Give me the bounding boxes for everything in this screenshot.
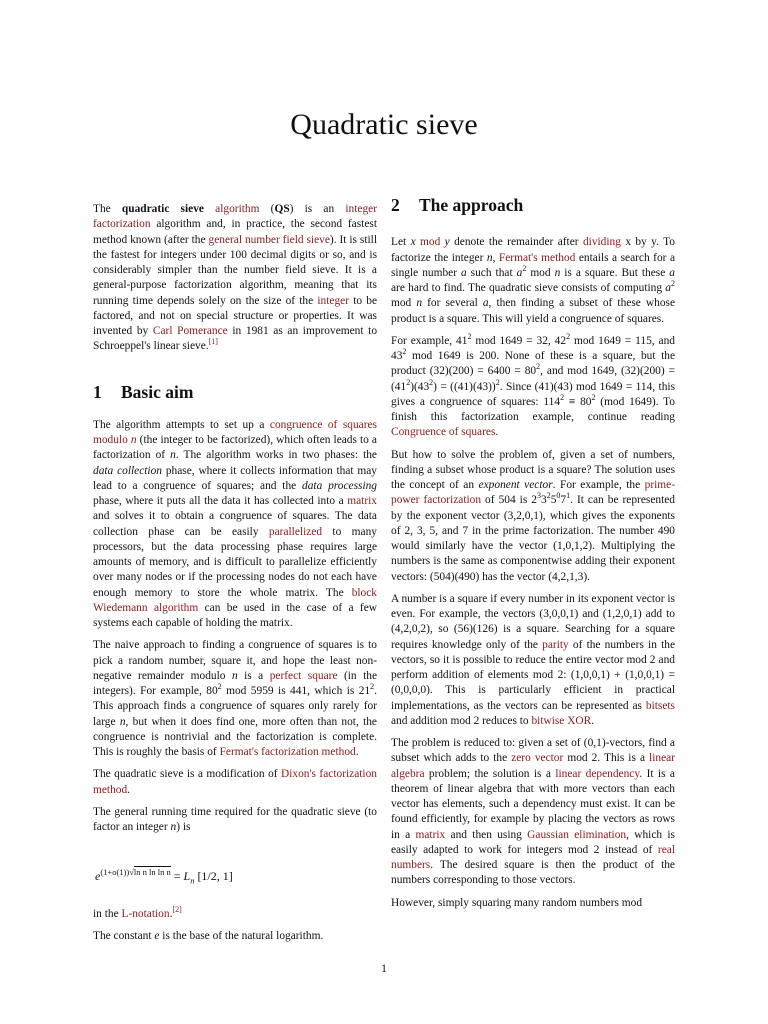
section-number: 1: [93, 381, 102, 402]
text: . The desired square is then the product of the numbers corresponding to those vectors.: [391, 859, 675, 887]
link-general-number-field-sieve[interactable]: general number field sieve: [208, 233, 330, 246]
text: The naive approach to finding a congruence of squares is to pick a random number, square it, and hope the least non-negative remainder modulo: [93, 639, 377, 682]
approach-paragraph-6: [391, 896, 675, 911]
text: in the: [93, 907, 122, 920]
text: 7: [560, 494, 567, 507]
formula-subscript: n: [190, 875, 195, 886]
formula-base: e: [95, 869, 101, 884]
text: . For example, the: [552, 479, 645, 491]
citation-2[interactable]: [2]: [172, 904, 182, 914]
link-block-wiedemann[interactable]: block Wiedemann algorithm: [93, 586, 377, 614]
link-fermats-method[interactable]: Fermat's method: [498, 251, 576, 264]
math-var: n: [554, 266, 561, 279]
text: .: [169, 907, 173, 920]
text: 5: [550, 494, 557, 507]
exponent: 2: [591, 392, 596, 402]
exponent: 2: [467, 331, 472, 341]
text: The problem is reduced to: given a set of (0,1)-vectors, find a subset which adds to the: [391, 737, 675, 765]
text: to many processors, but the data processing phase requires large amounts of memory, and is difficult to parallelize efficiently over many nodes or if the processing nodes do not each have enough memory to store the whole matrix. The: [93, 525, 377, 599]
term-bold: QS: [274, 203, 290, 215]
link-mod[interactable]: mod: [420, 236, 441, 249]
term-italic: data collection: [93, 464, 162, 477]
l-notation-paragraph: [93, 904, 377, 922]
link-linear-dependency[interactable]: linear dependency: [555, 767, 640, 780]
link-parallelized[interactable]: parallelized: [268, 525, 323, 538]
text: The: [93, 203, 122, 215]
link-integer-factorization[interactable]: integer factorization: [93, 203, 377, 231]
intro-paragraph: [93, 202, 377, 355]
link-bitsets[interactable]: bitsets: [645, 699, 675, 712]
text: . Since (41)(43) mod 1649 = 114, this gives a congruence of squares: 114: [391, 380, 676, 408]
text: for several: [422, 297, 483, 310]
constant-e-paragraph: [93, 929, 377, 944]
link-matrix[interactable]: matrix: [347, 495, 377, 507]
link-carl-pomerance[interactable]: Carl Pomerance: [152, 325, 228, 337]
approach-paragraph-4: [391, 592, 675, 729]
text: mod: [391, 297, 417, 310]
link-matrix-2[interactable]: matrix: [415, 828, 446, 841]
math-var: n: [231, 669, 238, 682]
text: .: [591, 714, 595, 727]
exponent: 2: [370, 682, 375, 691]
text: .: [127, 783, 131, 796]
link-algorithm[interactable]: algorithm: [215, 203, 260, 215]
basic-aim-paragraph-2: [93, 638, 377, 760]
math-var: a: [669, 266, 675, 279]
math-var: n: [170, 821, 177, 833]
text: phase, where it puts all the data it has collected into a: [93, 495, 348, 507]
text: is the base of the natural logarithm.: [159, 930, 324, 943]
text: are hard to find. The quadratic sieve consists of computing: [391, 282, 666, 294]
text: ,: [492, 251, 499, 264]
text: 3: [540, 494, 547, 507]
text: . It can be represented by the exponent vector (3,2,0,1), which gives the exponents of 2, 3, 5, and 7 in the prime factorization. The number 490 would similarly have the vector (1,0,1,2). Multiplying the numbers is the same as componentwise adding their exponent vectors: (504)(490) has the vector (4,2,1,3).: [391, 494, 676, 583]
text: The constant: [93, 930, 155, 943]
math-var: y: [444, 236, 450, 249]
math-var: a: [482, 297, 489, 310]
text: )(43: [410, 380, 430, 393]
text: . The algorithm works in two phases: the: [175, 449, 377, 462]
text: and then using: [445, 828, 528, 841]
exponent: 3: [536, 491, 541, 501]
text: and addition mod 2 reduces to: [391, 714, 532, 727]
link-linear-algebra[interactable]: linear algebra: [391, 752, 675, 780]
text: . This approach finds a congruence of squares only rarely for large: [93, 685, 377, 728]
link-perfect-square[interactable]: perfect square: [269, 669, 338, 682]
section-heading-the-approach: [391, 195, 675, 215]
section-title: The approach: [419, 195, 524, 215]
exponent: 2: [522, 263, 527, 273]
math-var: a: [665, 282, 671, 294]
math-var: n: [119, 715, 126, 728]
running-time-formula: $e^{(1+o(1))√ln n ln ln n} = L_n$ [1/2, 1]: [95, 867, 233, 886]
exponent: 2: [546, 491, 551, 501]
exponent: 2: [406, 377, 411, 387]
basic-aim-paragraph-1: [93, 418, 377, 632]
formula-radicand: ln n ln ln n: [133, 867, 171, 878]
text: mod 1649 = 32, 42: [471, 334, 567, 347]
text: A number is a square if every number in its exponent vector is even. For example, the vectors (3,0,0,1) and (1,2,0,1) add to (4,2,0,2), so (56)(126) is a square. Searching for a square requires knowledge only of the: [391, 592, 675, 651]
text: ) = ((41)(43)): [433, 380, 496, 393]
right-column: [391, 195, 676, 918]
text: ) is: [176, 821, 191, 833]
section-title: Basic aim: [121, 381, 194, 402]
text: Let: [391, 236, 411, 249]
math-var: n: [170, 449, 176, 462]
text: The algorithm attempts to set up a: [93, 418, 270, 431]
formula-l: L: [183, 869, 191, 884]
text: However, simply squaring many random numbers mod: [391, 896, 643, 909]
text: (in the integers). For example, 80: [93, 669, 378, 697]
text: mod 1649 = 115, and 43: [391, 334, 675, 362]
link-dixons-factorization[interactable]: Dixon's factorization method: [93, 768, 377, 796]
link-congruence-of-squares-2[interactable]: Congruence of squares: [391, 426, 496, 439]
page-number: 1: [381, 961, 387, 975]
exponent: 2: [536, 362, 541, 372]
citation-1[interactable]: [1]: [208, 337, 218, 347]
link-real-numbers[interactable]: real numbers: [391, 843, 675, 871]
text: such that: [466, 266, 517, 279]
math-var: a: [516, 266, 523, 279]
link-dividing[interactable]: dividing: [582, 236, 621, 249]
text: ). It is still the fastest for integers under 100 decimal digits or so, and is considerably simpler than the number field sieve. It is a general-purpose factorization algorithm, meaning that its running time depends solely on the size of the: [93, 233, 377, 307]
text: (: [259, 203, 275, 215]
text: The quadratic sieve is a modification of: [93, 768, 282, 781]
text: denote the remainder after: [449, 236, 583, 249]
math-var: n: [486, 251, 493, 264]
term-bold: quadratic sieve: [121, 203, 204, 215]
term-italic: exponent vector: [478, 479, 553, 491]
exponent: 0: [556, 491, 561, 501]
approach-paragraph-2: [391, 331, 676, 441]
formula-equals: =: [170, 869, 184, 884]
math-var: x: [410, 236, 416, 249]
text: mod 2. This is a: [563, 752, 650, 765]
exponent: 2: [566, 331, 571, 341]
text: [204, 203, 215, 215]
text: For example, 41: [391, 334, 468, 347]
exponent: 2: [495, 377, 500, 387]
exponent: 1: [566, 491, 571, 501]
text: , and mod 1649, (32)(200) = (41: [391, 365, 675, 393]
text: of 504 is 2: [481, 494, 537, 507]
left-column: [93, 202, 377, 951]
link-l-notation[interactable]: L-notation: [121, 907, 170, 920]
text: of the numbers in the vectors, so it is possible to reduce the entire vector mod 2 and perform addition of elements mod 2: (1,0,0,1) + (1,0,0,1) = (0,0,0,0). This is particularly efficient in practical implementations, as the vectors can be represented as: [391, 638, 675, 712]
formula-exponent: (1+o(1)): [100, 867, 130, 878]
exponent: 2: [671, 279, 675, 288]
text: The general running time required for the quadratic sieve (to factor an integer: [93, 805, 377, 833]
text: ≡ 80: [564, 395, 592, 408]
text: phase, where it collects information that may lead to a congruence of squares; and the: [93, 464, 377, 492]
text: x by y. To factorize the integer: [391, 236, 675, 264]
text: . It is a theorem of linear algebra that with more vectors than each vector has elements, such a dependency must exist. It can be found efficiently, for example by placing the vectors as rows in a: [391, 767, 675, 841]
text: But how to solve the problem of, given a set of numbers, finding a subset whose product is a square? The solution uses the concept of an: [391, 448, 675, 491]
term-italic: data processing: [302, 479, 378, 492]
text: (mod 1649). To finish this factorization example, continue reading: [391, 395, 675, 423]
link-fermats-factorization[interactable]: Fermat's factorization method: [219, 746, 356, 758]
text: .: [495, 426, 499, 439]
text: is a: [237, 669, 270, 682]
text: (the integer to be factorized), which often leads to a factorization of: [93, 434, 377, 462]
basic-aim-paragraph-4: [93, 805, 377, 836]
text: mod 5959 is 441, which is 21: [221, 685, 371, 697]
basic-aim-paragraph-3: [93, 767, 377, 798]
link-bitwise-xor[interactable]: bitwise XOR: [531, 714, 592, 727]
approach-paragraph-5: [391, 736, 675, 889]
page-title: Quadratic sieve: [290, 108, 478, 141]
text: , but when it does find one, more often than not, the congruence is nontrivial and the factorization is complete. This is roughly the basis of: [93, 715, 377, 758]
link-prime-power-factorization[interactable]: prime-power factorization: [391, 479, 676, 507]
text: and solves it to obtain a congruence of squares. The data collection phase can be easily: [93, 510, 377, 538]
exponent: 2: [402, 347, 407, 356]
section-heading-basic-aim: [93, 381, 377, 402]
approach-paragraph-3: [391, 448, 675, 585]
text: algorithm and, in practice, the second fastest method known (after the: [93, 218, 377, 246]
section-number: 2: [391, 195, 400, 215]
text: to be factored, and not on special structure or properties. It was invented by: [93, 294, 377, 337]
text: .: [355, 746, 359, 758]
math-var: a: [460, 266, 467, 279]
exponent: 2: [560, 392, 565, 402]
exponent: 2: [217, 682, 222, 691]
text: is a square. But these: [560, 266, 670, 279]
link-zero-vector[interactable]: zero vector: [511, 752, 564, 765]
text: in 1981 as an improvement to Schroeppel's linear sieve.: [93, 325, 378, 353]
math-var: n: [130, 434, 137, 446]
text: problem; the solution is a: [424, 767, 556, 780]
approach-paragraph-1: [391, 235, 675, 327]
text: mod 1649 is 200. None of these is a square, but the product (32)(200) = 6400 = 80: [391, 350, 675, 378]
link-integer[interactable]: integer: [317, 294, 349, 307]
text: , then finding a subset of these whose product is a square. This will yield a congruence of squares.: [391, 297, 675, 325]
link-congruence-of-squares[interactable]: congruence of squares modulo: [93, 418, 377, 446]
math-var: e: [154, 930, 160, 943]
link-parity[interactable]: parity: [542, 638, 569, 651]
exponent: 2: [429, 377, 434, 387]
link-gaussian-elimination[interactable]: Gaussian elimination: [527, 828, 627, 841]
text: ) is an: [289, 203, 346, 215]
formula-args: [1/2, 1]: [194, 869, 233, 884]
text: mod: [526, 266, 555, 279]
text: entails a search for a single number: [391, 251, 676, 279]
text: , which is easily adapted to work for integers mod 2 instead of: [391, 828, 675, 856]
math-var: n: [416, 297, 423, 310]
text: can be used in the case of a few systems each capable of holding the matrix.: [93, 601, 377, 629]
